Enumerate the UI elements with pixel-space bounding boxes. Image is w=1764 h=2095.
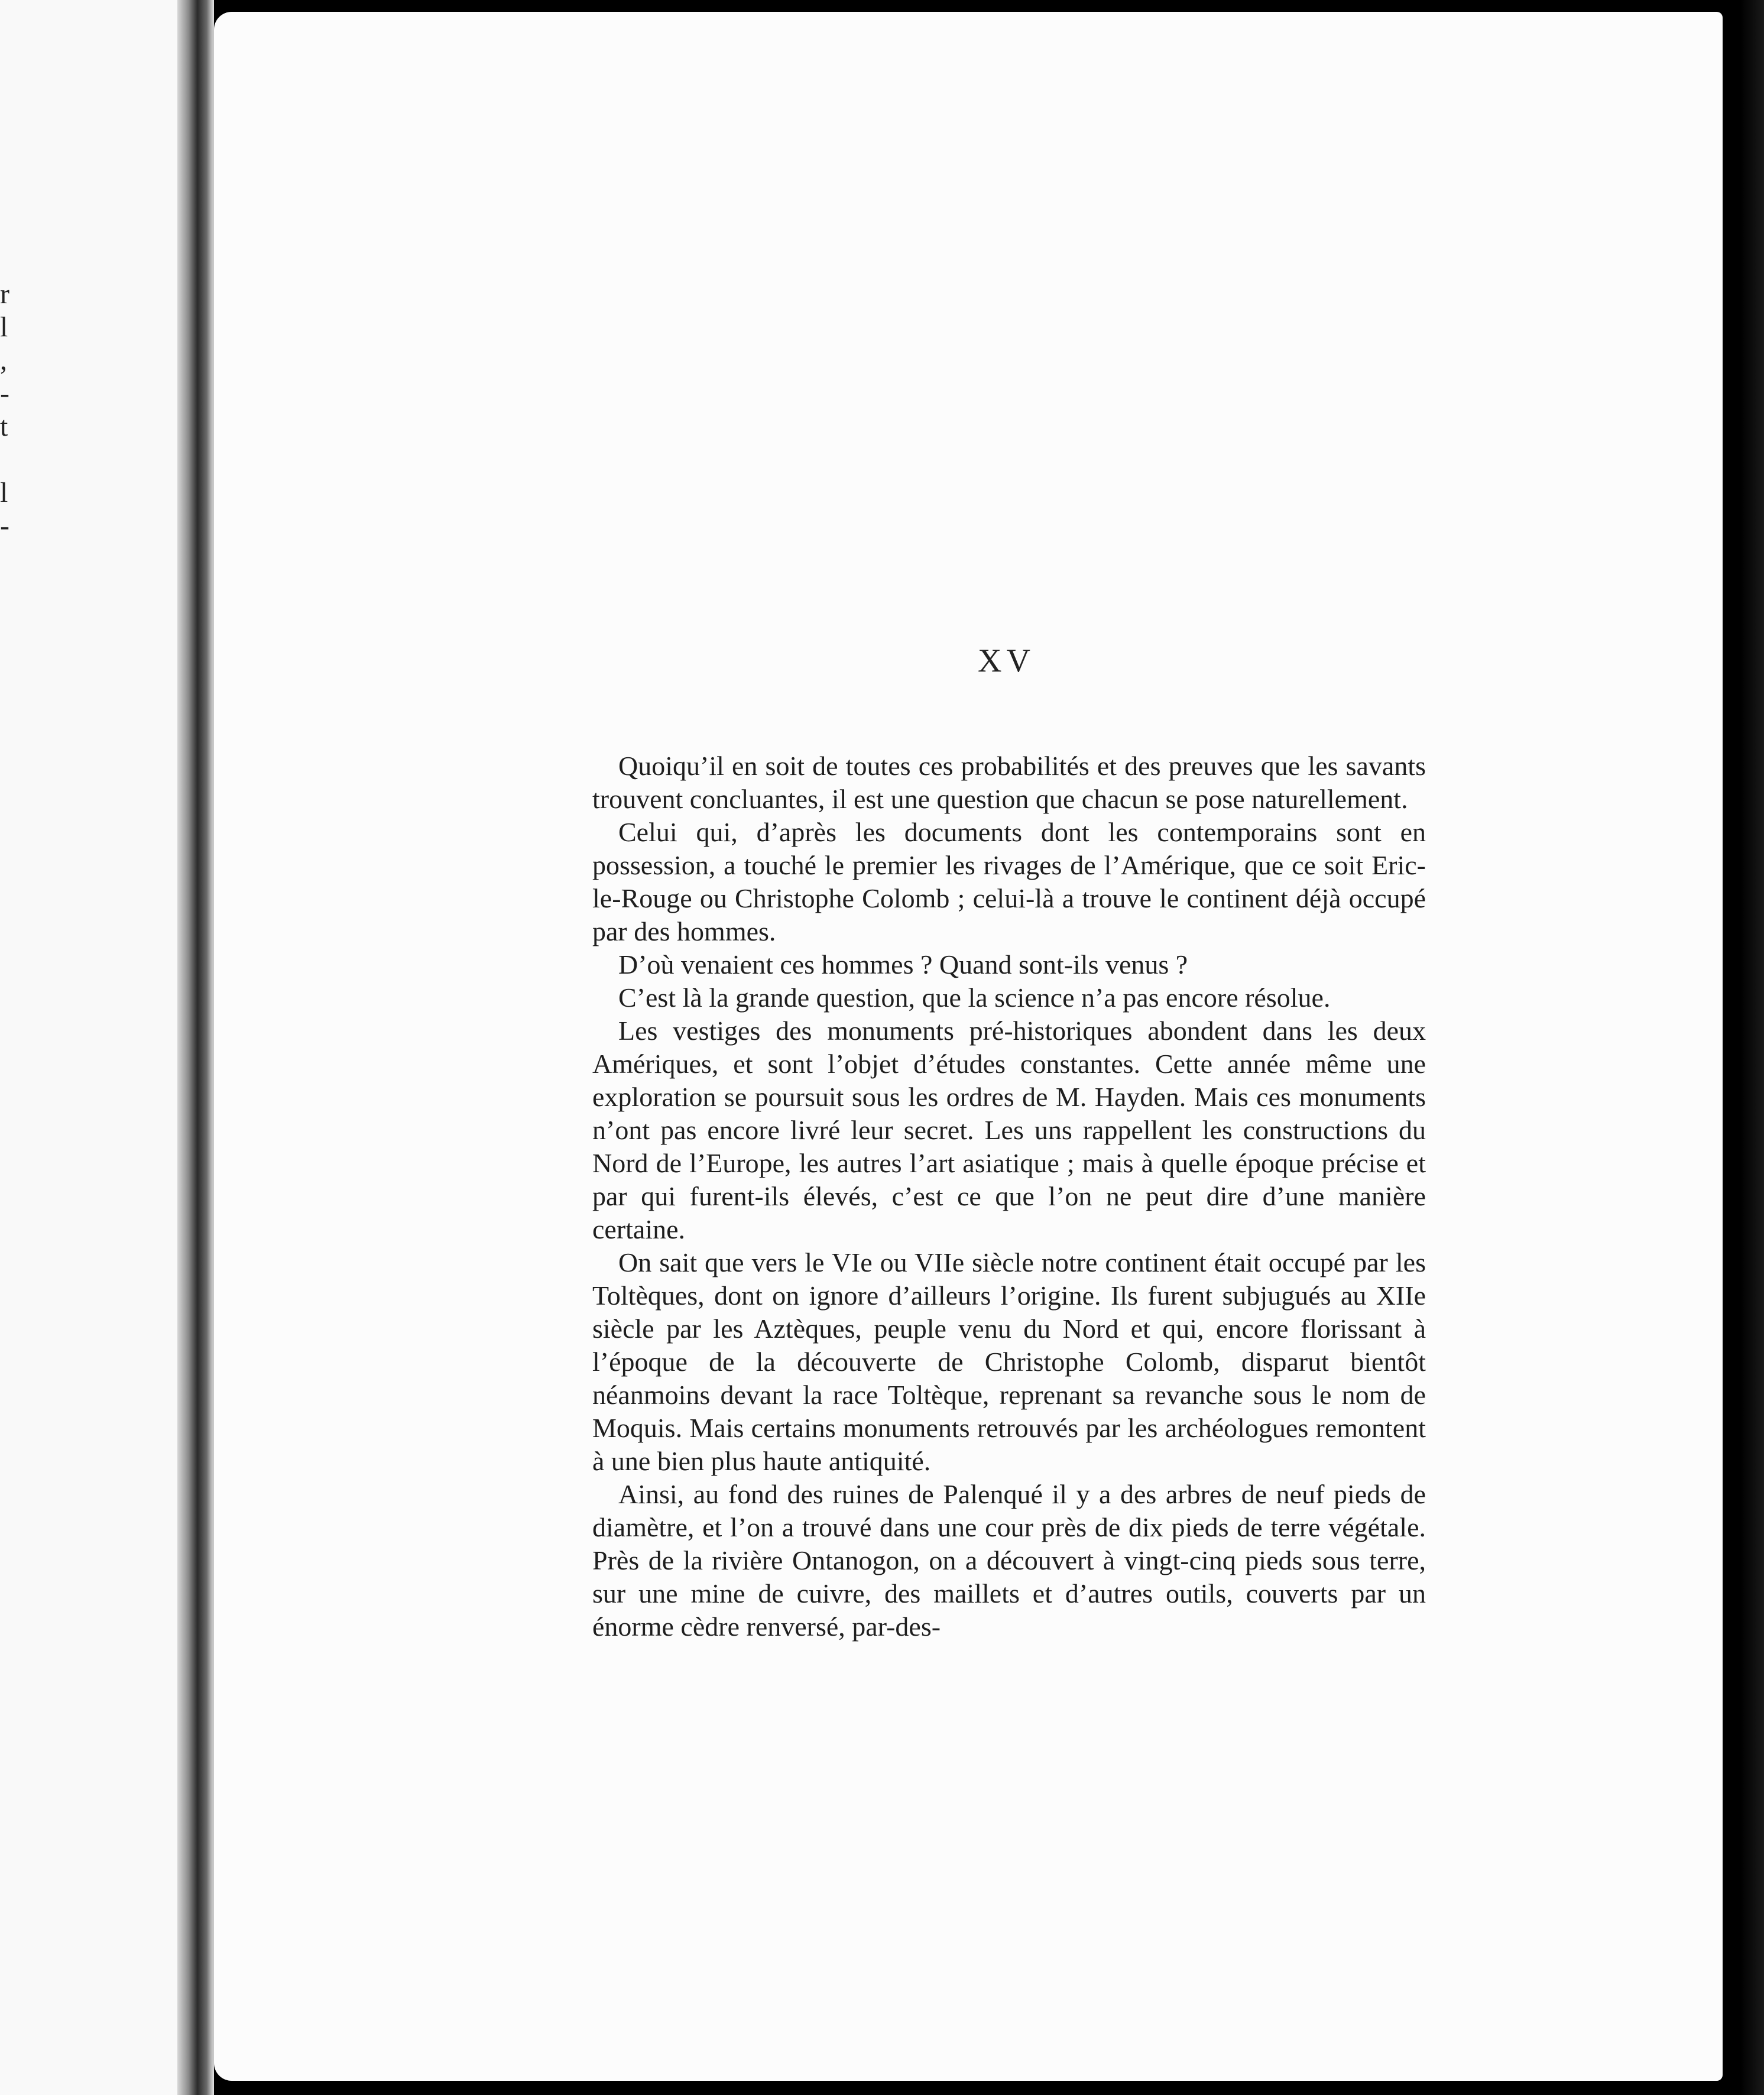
margin-fragment: l [0,312,8,343]
paragraph: Ainsi, au fond des ruines de Palenqué il y a des arbres de neuf pieds de diamètre, et l’on a trouvé dans une cour près de dix pieds de terre végétale. Près de la rivière Ontanogon, on a découvert à vingt-cinq pieds sous terre, sur une mine de cuivre, des maillets et d’autres outils, couverts par un énorme cèdre renversé, par-des- [592,1479,1426,1642]
facing-page-margin-text [0,278,18,543]
margin-fragment: - [0,378,9,409]
paragraph: Les vestiges des monuments pré-historiques abondent dans les deux Amériques, et sont l’objet d’études constantes. Cette année même une exploration se poursuit sous les ordres de M. Hayden. Mais ces monuments n’ont pas encore livré leur secret. Les uns rappellent les constructions du Nord de l’Europe, les autres l’art asiatique ; mais à quelle époque précise et par qui furent-ils élevés, c’est ce que l’on ne peut dire d’une manière certaine. [592,1016,1426,1244]
paragraph: D’où venaient ces hommes ? Quand sont-ils venus ? [618,949,1188,980]
facing-page [0,0,177,2095]
paragraph: Quoiqu’il en soit de toutes ces probabilités et des preuves que les savants trouvent concluantes, il est une question que chacun se pose naturellement. [592,751,1426,814]
book-gutter [177,0,214,2095]
right-page [214,12,1723,2081]
scan-edge [1740,0,1764,2095]
margin-fragment: l [0,477,8,508]
paragraph: C’est là la grande question, que la science n’a pas encore résolue. [618,982,1331,1013]
margin-fragment: r [0,278,9,310]
margin-fragment: - [0,510,9,541]
body-text [592,750,1426,1643]
paragraph: Celui qui, d’après les documents dont les contemporains sont en possession, a touché le premier les rivages de l’Amérique, que ce soit Eric-le-Rouge ou Christophe Colomb ; celui-là a trouve le continent déjà occupé par des hommes. [592,817,1426,946]
margin-fragment: , [0,345,7,376]
margin-fragment: t [0,411,8,442]
margin-fragment [0,443,18,476]
paragraph: On sait que vers le VIe ou VIIe siècle notre continent était occupé par les Toltèques, dont on ignore d’ailleurs l’origine. Ils furent subjugués au XIIe siècle par les Aztèques, peuple venu du Nord et qui, encore florissant à l’époque de la découverte de Christophe Colomb, disparut bientôt néanmoins devant la race Toltèque, reprenant sa revanche sous le nom de Moquis. Mais certains monuments retrouvés par les archéologues remontent à une bien plus haute antiquité. [592,1247,1426,1476]
chapter-heading: XV [978,643,1035,679]
